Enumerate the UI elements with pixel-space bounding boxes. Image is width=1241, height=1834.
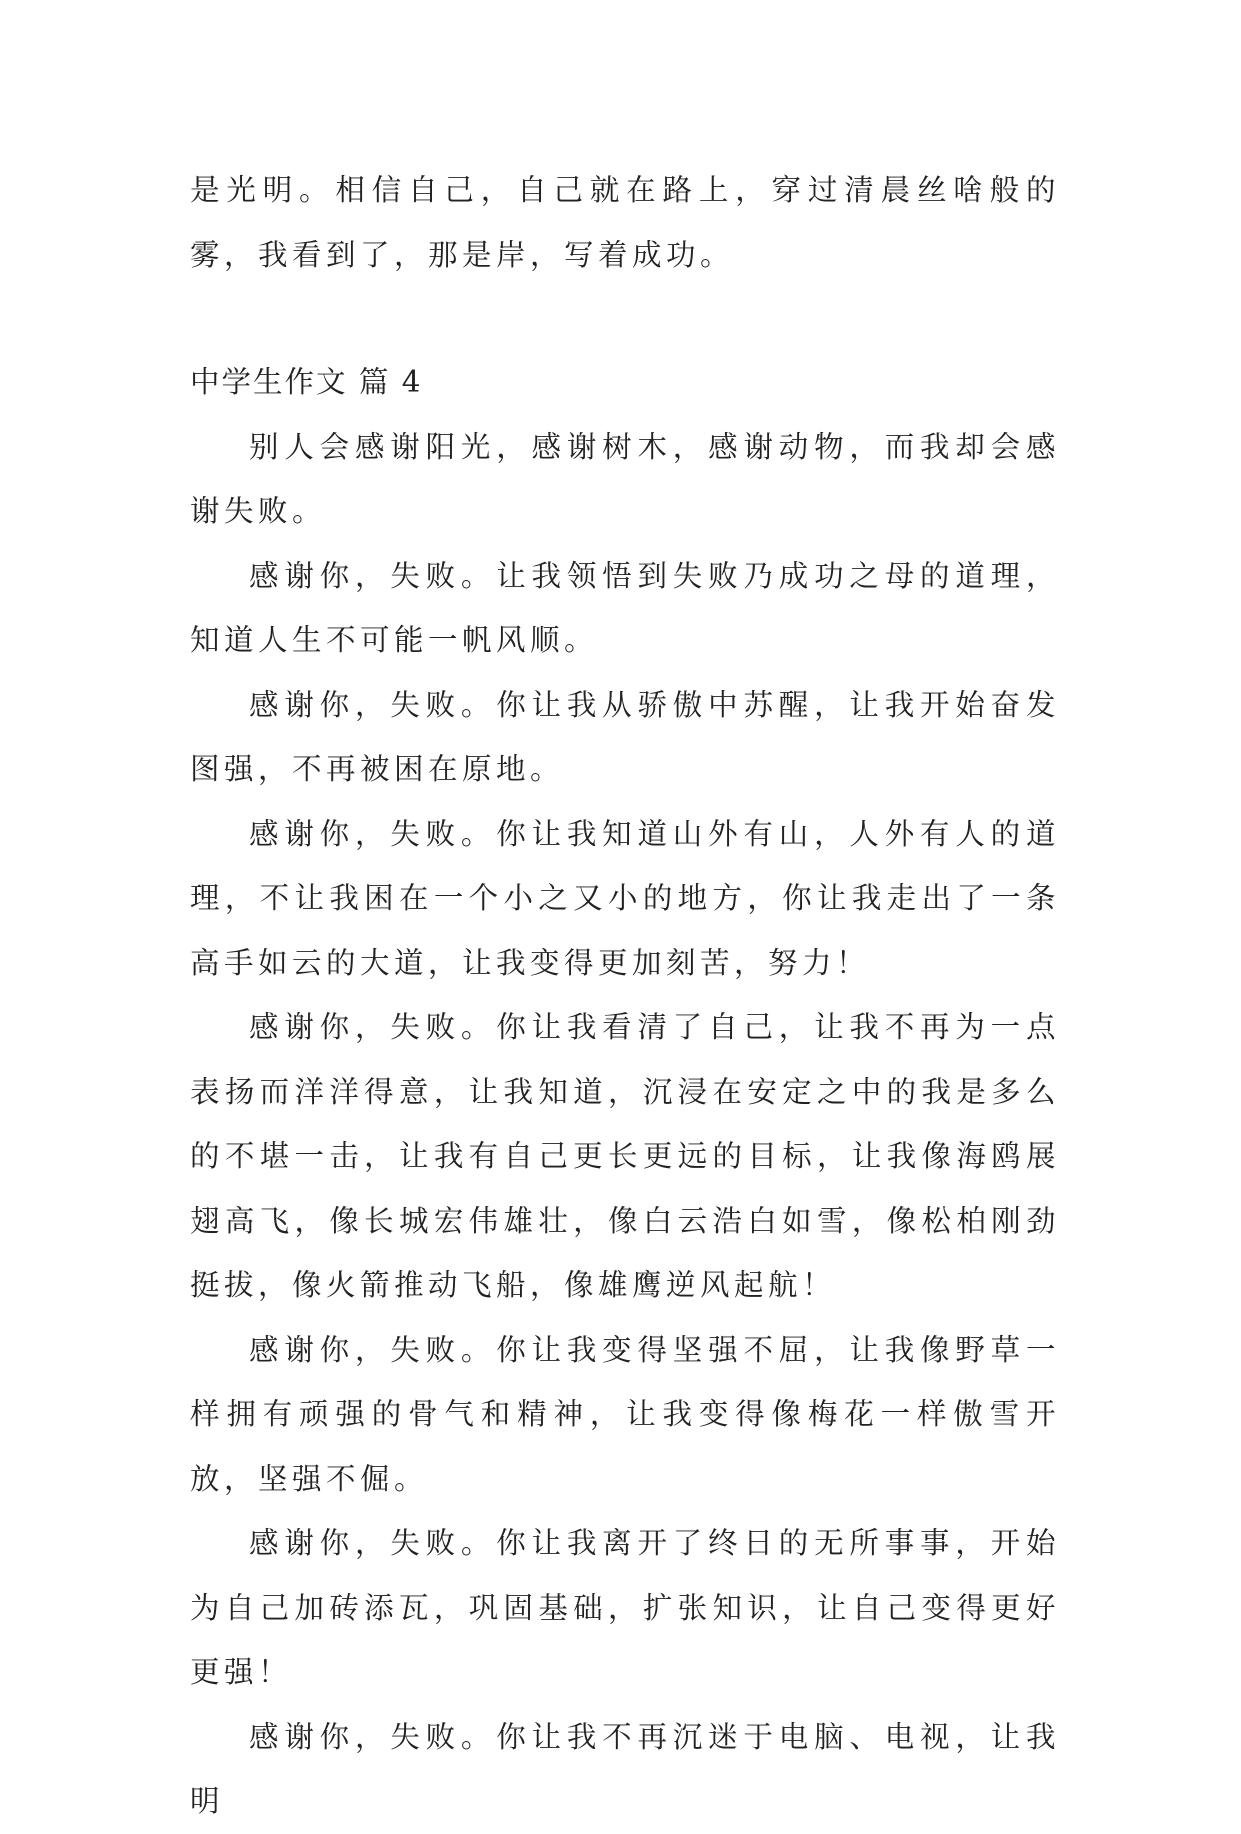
paragraph-4: 感谢你，失败。你让我知道山外有山，人外有人的道理，不让我困在一个小之又小的地方，你让我走出了一条高手如云的大道，让我变得更加刻苦，努力！ — [190, 816, 1060, 980]
paragraph-1: 别人会感谢阳光，感谢树木，感谢动物，而我却会感谢失败。 — [190, 429, 1060, 528]
paragraph-2: 感谢你，失败。让我领悟到失败乃成功之母的道理，知道人生不可能一帆风顺。 — [190, 558, 1060, 657]
essay-content — [190, 158, 1060, 1834]
paragraph-5: 感谢你，失败。你让我看清了自己，让我不再为一点表扬而洋洋得意，让我知道，沉浸在安定之中的我是多么的不堪一击，让我有自己更长更远的目标，让我像海鸥展翅高飞，像长城宏伟雄壮，像白云浩白如雪，像松柏刚劲挺拔，像火箭推动飞船，像雄鹰逆风起航！ — [190, 1010, 1060, 1302]
section-heading: 中学生作文 篇 4 — [190, 365, 423, 399]
paragraph-6: 感谢你，失败。你让我变得坚强不屈，让我像野草一样拥有顽强的骨气和精神，让我变得像梅花一样傲雪开放，坚强不倔。 — [190, 1332, 1060, 1496]
continued-paragraph: 是光明。相信自己，自己就在路上，穿过清晨丝啥般的雾，我看到了，那是岸，写着成功。 — [190, 173, 1060, 272]
paragraph-8: 感谢你，失败。你让我不再沉迷于电脑、电视，让我明 — [190, 1719, 1060, 1818]
paragraph-7: 感谢你，失败。你让我离开了终日的无所事事，开始为自己加砖添瓦，巩固基础，扩张知识，让自己变得更好更强！ — [190, 1526, 1060, 1689]
paragraph-3: 感谢你，失败。你让我从骄傲中苏醒，让我开始奋发图强，不再被困在原地。 — [190, 687, 1060, 786]
